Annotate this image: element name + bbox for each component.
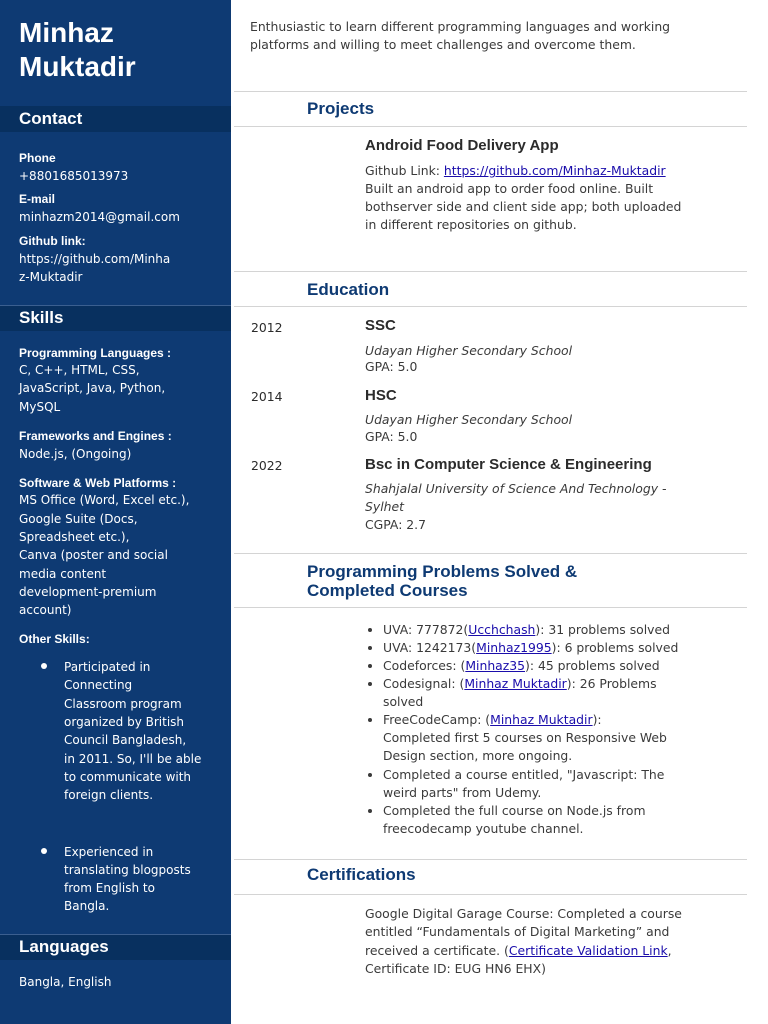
languages-value: Bangla, English: [19, 975, 112, 989]
education-title: Bsc in Computer Science & Engineering: [365, 456, 652, 473]
other-skill-line-1: Participated in: [64, 660, 151, 674]
software-line-2: Google Suite (Docs,: [19, 512, 138, 526]
problem-item-text: FreeCodeCamp: (: [383, 712, 491, 727]
education-grade: CGPA: 2.7: [365, 517, 427, 532]
divider-projects-top: [234, 91, 747, 92]
other-skill-bullet-1: [41, 663, 47, 669]
problem-bullet: [368, 809, 372, 813]
other-skill-line-2: Connecting: [64, 678, 133, 692]
languages-heading: [0, 934, 231, 960]
other-skill-2-line-4: Bangla.: [64, 899, 110, 913]
project-desc-line-3: in different repositories on github.: [365, 217, 577, 232]
problem-bullet: [368, 682, 372, 686]
problem-item-javascript-course: Completed a course entitled, "Javascript: The: [383, 767, 665, 782]
frameworks-value: Node.js, (Ongoing): [19, 447, 132, 461]
certification-line-1: Google Digital Garage Course: Completed a course: [365, 906, 682, 921]
problems-heading-line-2: Completed Courses: [307, 581, 468, 600]
education-heading: Education: [307, 280, 390, 299]
software-line-4: Canva (poster and social: [19, 548, 168, 562]
problem-item-text: ): 26 Problems: [566, 676, 657, 691]
divider-certifications-bottom: [234, 894, 747, 895]
problem-item-javascript-course-line-2: weird parts" from Udemy.: [383, 785, 542, 800]
other-skill-line-8: foreign clients.: [64, 788, 154, 802]
sidebar: [0, 0, 231, 1024]
problem-item-uva-1: [383, 621, 670, 639]
other-skill-bullet-2: [41, 848, 47, 854]
phone-label: Phone: [19, 151, 56, 165]
project-github-label: Github Link:: [365, 163, 444, 178]
problem-item-text: ):: [592, 712, 602, 727]
problem-bullet: [368, 664, 372, 668]
problem-bullet: [368, 773, 372, 777]
freecodecamp-link[interactable]: Minhaz Muktadir: [490, 712, 593, 727]
certifications-heading: Certifications: [307, 865, 416, 884]
software-line-1: MS Office (Word, Excel etc.),: [19, 493, 190, 507]
problem-item-freecodecamp-line-2: Completed first 5 courses on Responsive Web: [383, 730, 667, 745]
other-skill-line-7: to communicate with: [64, 770, 192, 784]
problem-item-nodejs-course: Completed the full course on Node.js from: [383, 803, 646, 818]
github-link-line-1[interactable]: https://github.com/Minha: [19, 252, 171, 266]
uva-ucchchash-link[interactable]: Ucchchash: [468, 622, 536, 637]
other-skill-line-6: in 2011. So, I'll be able: [64, 752, 202, 766]
certification-line-2: entitled “Fundamentals of Digital Marketing” and: [365, 924, 670, 939]
problem-item-text: ): 31 problems solved: [535, 622, 671, 637]
phone-value: +8801685013973: [19, 169, 129, 183]
skills-heading: [0, 305, 231, 331]
education-title: SSC: [365, 317, 396, 334]
certificate-validation-link[interactable]: Certificate Validation Link: [508, 943, 668, 958]
github-label: Github link:: [19, 234, 86, 248]
programming-languages-line-2: JavaScript, Java, Python,: [19, 381, 166, 395]
certification-text: received a certificate. (: [365, 943, 509, 958]
divider-problems-top: [234, 553, 747, 554]
problem-bullet: [368, 628, 372, 632]
problems-heading-line-1: Programming Problems Solved &: [307, 562, 578, 581]
problem-item-text: Codeforces: (: [383, 658, 466, 673]
languages-heading-text: Languages: [19, 937, 109, 956]
problem-item-codesignal: [383, 675, 657, 693]
other-skills-label: Other Skills:: [19, 632, 90, 646]
certification-line-4: Certificate ID: EUG HN6 EHX): [365, 961, 546, 976]
problem-item-text: UVA: 777872(: [383, 622, 469, 637]
problem-item-text: ): 6 problems solved: [551, 640, 679, 655]
other-skill-line-5: Council Bangladesh,: [64, 733, 187, 747]
education-school: Udayan Higher Secondary School: [365, 343, 573, 358]
other-skill-2-line-2: translating blogposts: [64, 863, 191, 877]
divider-education-top: [234, 271, 747, 272]
problem-item-freecodecamp-line-3: Design section, more ongoing.: [383, 748, 573, 763]
software-label: Software & Web Platforms :: [19, 476, 177, 490]
codeforces-minhaz35-link[interactable]: Minhaz35: [465, 658, 526, 673]
project-desc-line-2: bothserver side and client side app; both uploaded: [365, 199, 682, 214]
problem-item-text: UVA: 1242173(: [383, 640, 477, 655]
software-line-3: Spreadsheet etc.),: [19, 530, 130, 544]
software-line-6: development-premium: [19, 585, 157, 599]
problem-item-nodejs-course-line-2: freecodecamp youtube channel.: [383, 821, 584, 836]
contact-heading-text: Contact: [19, 109, 83, 128]
programming-languages-label: Programming Languages :: [19, 346, 172, 360]
divider-certifications-top: [234, 859, 747, 860]
uva-minhaz1995-link[interactable]: Minhaz1995: [476, 640, 552, 655]
programming-languages-line-3: MySQL: [19, 400, 61, 414]
project-github-line: [365, 162, 666, 180]
education-grade: GPA: 5.0: [365, 429, 418, 444]
languages-heading-rule: [0, 934, 231, 935]
github-link-line-2[interactable]: z-Muktadir: [19, 270, 83, 284]
problem-bullet: [368, 718, 372, 722]
education-year: 2022: [251, 458, 283, 473]
skills-heading-text: Skills: [19, 308, 64, 327]
education-title: HSC: [365, 387, 397, 404]
candidate-name: [19, 16, 219, 84]
education-school-line-2: Sylhet: [365, 499, 404, 514]
certification-line-3: [365, 942, 672, 960]
programming-languages-line-1: C, C++, HTML, CSS,: [19, 363, 140, 377]
project-title: Android Food Delivery App: [365, 137, 559, 154]
email-label: E-mail: [19, 192, 56, 206]
other-skill-2-line-1: Experienced in: [64, 845, 154, 859]
education-school: Udayan Higher Secondary School: [365, 412, 573, 427]
contact-heading: [0, 106, 231, 132]
divider-problems-bottom: [234, 607, 747, 608]
frameworks-label: Frameworks and Engines :: [19, 429, 172, 443]
education-year: 2014: [251, 389, 283, 404]
education-school: Shahjalal University of Science And Technology -: [365, 481, 667, 496]
project-desc-line-1: Built an android app to order food online. Built: [365, 181, 654, 196]
problem-item-codeforces: [383, 657, 660, 675]
email-value[interactable]: minhazm2014@gmail.com: [19, 210, 180, 224]
project-github-link[interactable]: https://github.com/Minhaz-Muktadir: [443, 163, 666, 178]
problem-item-freecodecamp: [383, 711, 602, 729]
education-year: 2012: [251, 320, 283, 335]
problem-item-text: Codesignal: (: [383, 676, 465, 691]
education-grade: GPA: 5.0: [365, 359, 418, 374]
problem-item-text: ): 45 problems solved: [525, 658, 660, 673]
other-skill-2-line-3: from English to: [64, 881, 155, 895]
other-skill-line-4: organized by British: [64, 715, 185, 729]
name-line-1: Minhaz: [19, 17, 114, 48]
codesignal-link[interactable]: Minhaz Muktadir: [464, 676, 567, 691]
summary-line-1: Enthusiastic to learn different programming languages and working: [250, 19, 671, 34]
other-skill-line-3: Classroom program: [64, 697, 182, 711]
problem-item-codesignal-line-2: solved: [383, 694, 424, 709]
problem-bullet: [368, 646, 372, 650]
software-line-7: account): [19, 603, 72, 617]
software-line-5: media content: [19, 567, 107, 581]
skills-heading-rule: [0, 305, 231, 306]
problem-item-uva-2: [383, 639, 678, 657]
projects-heading: Projects: [307, 99, 375, 118]
certification-text: ,: [667, 943, 672, 958]
divider-education-bottom: [234, 306, 747, 307]
divider-projects-bottom: [234, 126, 747, 127]
summary-line-2: platforms and willing to meet challenges and overcome them.: [250, 37, 636, 52]
name-line-2: Muktadir: [19, 51, 136, 82]
